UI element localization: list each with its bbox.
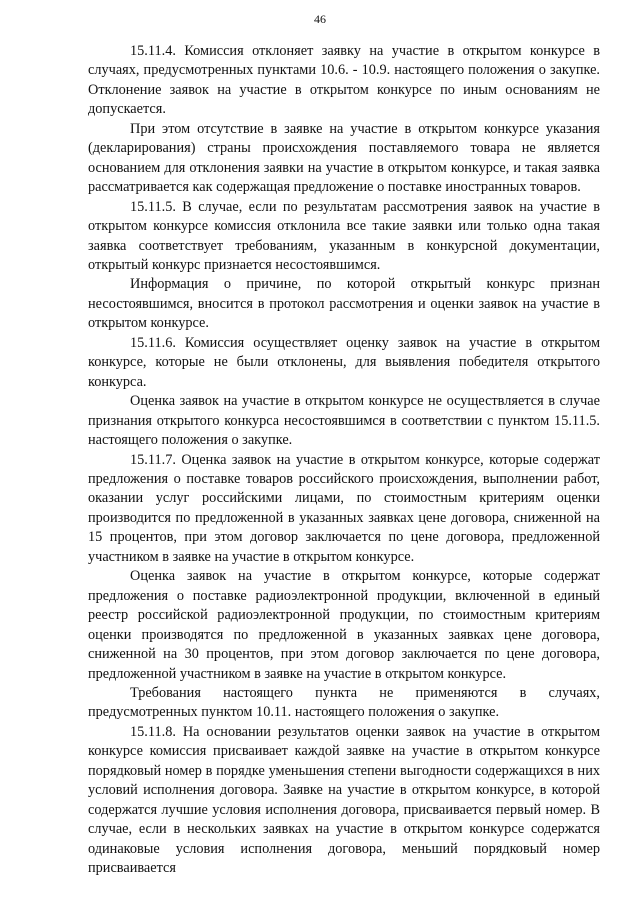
- paragraph-15-11-5: 15.11.5. В случае, если по результатам рассмотрения заявок на участие в открытом конкурсе комиссия отклонила все такие заявки или только одна такая заявка соответствует требованиям, указанным в конкурсной документации, открытый конкурс признается несостоявшимся.: [88, 198, 600, 273]
- paragraph-country-of-origin: При этом отсутствие в заявке на участие в открытом конкурсе указания (декларирования) страны происхождения поставляемого товара не является основанием для отклонения заявки на участие в открытом конкурсе, и такая заявка рассматривается как содержащая предложение о поставке иностранных товаров.: [88, 120, 600, 196]
- paragraph-radioelectronic: Оценка заявок на участие в открытом конкурсе, которые содержат предложения о поставке радиоэлектронной продукции, включенной в единый реестр российской радиоэлектронной продукции, по стоимостным критериям оценки производятся по предложенной в указанных заявках цене договора, сниженной на 30 процентов, при этом договор заключается по цене договора, предложенной участником в заявке на участие в открытом конкурсе.: [88, 568, 600, 682]
- paragraph-no-evaluation: Оценка заявок на участие в открытом конкурсе не осуществляется в случае признания открытого конкурса несостоявшимся в соответствии с пунктом 15.11.5. настоящего положения о закупке.: [88, 393, 600, 449]
- paragraph-15-11-6: 15.11.6. Комиссия осуществляет оценку заявок на участие в открытом конкурсе, которые не были отклонены, для выявления победителя открытого конкурса.: [88, 334, 600, 390]
- page-number: 46: [314, 12, 326, 26]
- paragraph-15-11-7: 15.11.7. Оценка заявок на участие в открытом конкурсе, которые содержат предложения о поставке товаров российского происхождения, выполнении работ, оказании услуг российскими лицами, по стоимостным критериям оценки производится по предложенной в указанных заявках цене договора, сниженной на 15 процентов, при этом договор заключается по цене договора, предложенной участником в заявке на участие в открытом конкурсе.: [88, 451, 600, 565]
- paragraph-15-11-4: 15.11.4. Комиссия отклоняет заявку на участие в открытом конкурсе в случаях, предусмотренных пунктами 10.6. - 10.9. настоящего положения о закупке. Отклонение заявок на участие в открытом конкурсе по иным основаниям не допускается.: [88, 43, 600, 118]
- document-body: [88, 42, 600, 878]
- paragraph-failure-reason: Информация о причине, по которой открытый конкурс признан несостоявшимся, вносится в протокол рассмотрения и оценки заявок на участие в открытом конкурсе.: [88, 276, 600, 332]
- paragraph-exceptions: Требования настоящего пункта не применяются в случаях, предусмотренных пунктом 10.11. настоящего положения о закупке.: [88, 684, 600, 721]
- paragraph-15-11-8: 15.11.8. На основании результатов оценки заявок на участие в открытом конкурсе комиссия присваивает каждой заявке на участие в открытом конкурсе порядковый номер в порядке уменьшения степени выгодности содержащихся в них условий исполнения договора. Заявке на участие в открытом конкурсе, в которой содержатся лучшие условия исполнения договора, присваивается первый номер. В случае, если в нескольких заявках на участие в открытом конкурсе содержатся одинаковые условия исполнения договора, меньший порядковый номер присваивается: [88, 723, 600, 877]
